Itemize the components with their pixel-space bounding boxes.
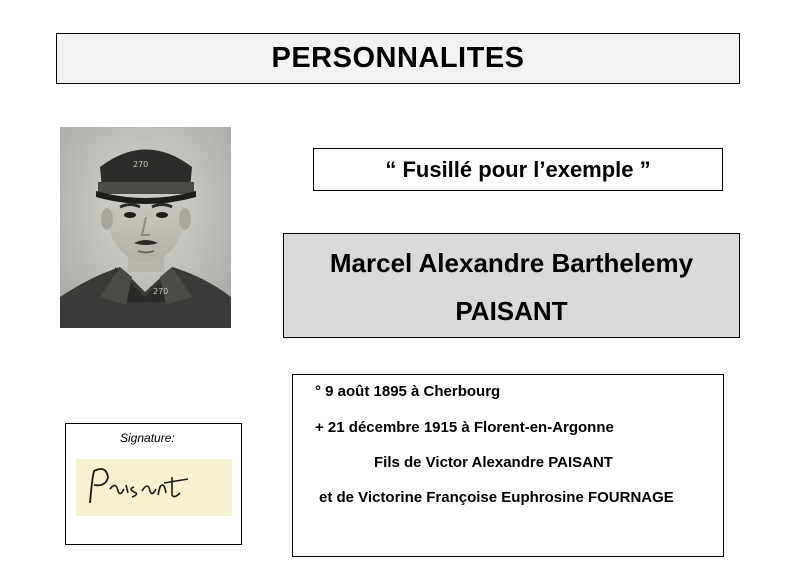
father-line: Fils de Victor Alexandre PAISANT: [374, 454, 613, 471]
signature-label: Signature:: [120, 431, 175, 445]
person-name-line1: Marcel Alexandre Barthelemy: [329, 247, 694, 278]
portrait-photo: [60, 127, 231, 328]
details-box: [292, 374, 724, 557]
quote-text: “ Fusillé pour l’exemple ”: [385, 156, 651, 182]
quote-box: [313, 148, 723, 191]
page-title: PERSONNALITES: [271, 42, 525, 74]
collar-badge: 270: [153, 287, 169, 296]
mother-line: et de Victorine Françoise Euphrosine FOURNAGE: [319, 489, 674, 506]
birth-line: ° 9 août 1895 à Cherbourg: [315, 383, 501, 400]
death-line: + 21 décembre 1915 à Florent-en-Argonne: [315, 419, 614, 436]
name-box: [283, 233, 740, 338]
cap-badge: 270: [133, 160, 149, 169]
person-name-line2: PAISANT: [455, 295, 568, 326]
signature-box: [65, 423, 242, 545]
page-title-box: [56, 33, 740, 84]
signature-image: [76, 459, 232, 516]
